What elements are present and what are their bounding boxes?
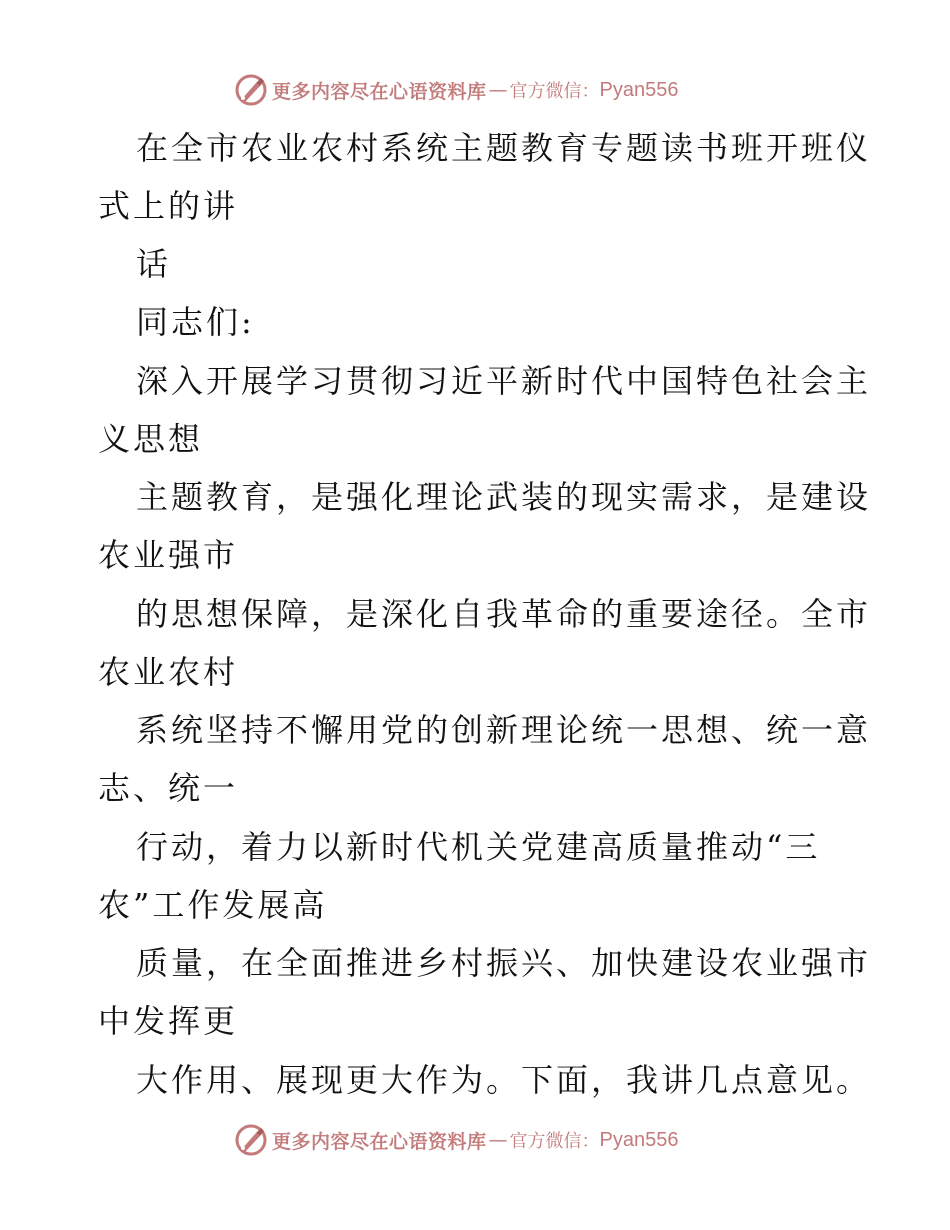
- title-line-3: 话: [136, 245, 172, 283]
- paragraph-line: 农业强市: [98, 536, 239, 574]
- title-line-1: 在全市农业农村系统主题教育专题读书班开班仪: [136, 129, 872, 167]
- banner-main-text: 更多内容尽在心语资料库: [272, 80, 487, 103]
- paragraph-line: 系统坚持不懈用党的创新理论统一思想、统一意: [136, 711, 872, 749]
- banner-wechat-handle: Pyan556: [599, 78, 679, 101]
- banner-wechat-label: 官方微信：: [509, 81, 600, 102]
- title-line-2: 式上的讲: [98, 187, 239, 225]
- paragraph-line: 深入开展学习贯彻习近平新时代中国特色社会主: [136, 362, 872, 400]
- paragraph-line: 质量，在全面推进乡村振兴、加快建设农业强市: [136, 944, 872, 982]
- paragraph-line: 主题教育，是强化理论武装的现实需求，是建设: [136, 478, 872, 516]
- pen-circle-logo-icon: [234, 1123, 268, 1157]
- salutation: 同志们:: [136, 303, 255, 341]
- paragraph-line: 志、统一: [98, 769, 239, 807]
- paragraph-line: 义思想: [98, 420, 204, 458]
- banner-wechat-handle: Pyan556: [599, 1128, 679, 1151]
- paragraph-line: 行动，着力以新时代机关党建高质量推动“三: [136, 828, 821, 866]
- footer-watermark-banner: [234, 1122, 678, 1158]
- banner-separator: —: [488, 1129, 508, 1151]
- banner-wechat-label: 官方微信：: [509, 1131, 600, 1152]
- banner-main-text: 更多内容尽在心语资料库: [272, 1130, 487, 1153]
- pen-circle-logo-icon: [234, 73, 268, 107]
- banner-separator: —: [488, 79, 508, 101]
- paragraph-line: 的思想保障，是深化自我革命的重要途径。全市: [136, 595, 872, 633]
- paragraph-line: 农业农村: [98, 653, 239, 691]
- header-watermark-banner: [234, 72, 678, 108]
- paragraph-line: 中发挥更: [98, 1002, 239, 1040]
- paragraph-line: 农”工作发展高: [98, 886, 328, 924]
- paragraph-line: 大作用、展现更大作为。下面，我讲几点意见。: [136, 1061, 872, 1099]
